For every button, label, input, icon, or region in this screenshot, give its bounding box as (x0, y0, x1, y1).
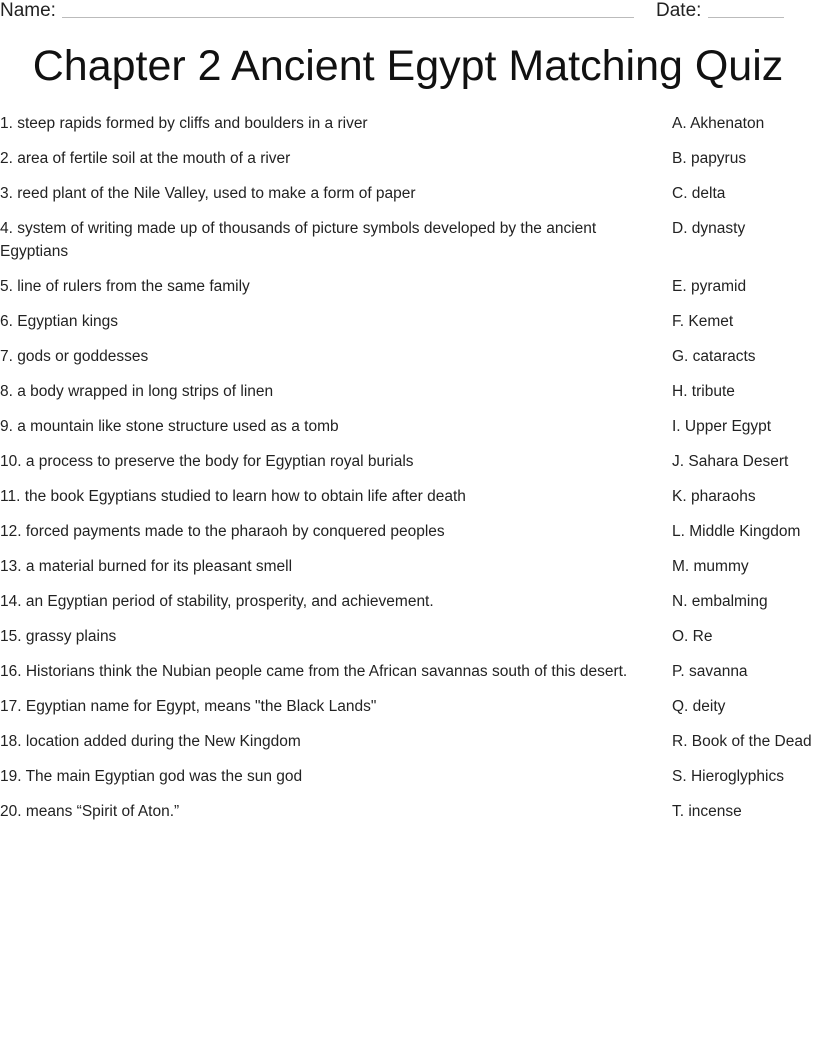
row-spacer (0, 788, 650, 800)
row-spacer (672, 788, 816, 800)
date-label: Date: (656, 0, 702, 21)
question-item: 17. Egyptian name for Egypt, means "the Black Lands" (0, 698, 377, 715)
row-spacer (0, 298, 650, 310)
question-list (0, 112, 650, 835)
row-spacer (0, 263, 650, 275)
row-spacer (0, 753, 650, 765)
row-spacer (0, 578, 650, 590)
question-item: 20. means “Spirit of Aton.” (0, 803, 180, 820)
answer-item: Q. deity (672, 698, 726, 715)
row-spacer (0, 613, 650, 625)
row-spacer (0, 543, 650, 555)
row-spacer (0, 718, 650, 730)
row-spacer (672, 170, 816, 182)
row-spacer (672, 823, 816, 835)
answer-item: O. Re (672, 628, 713, 645)
row-spacer (672, 613, 816, 625)
date-field[interactable] (708, 17, 784, 18)
row-spacer (0, 473, 650, 485)
row-spacer (0, 683, 650, 695)
answer-item: C. delta (672, 185, 726, 202)
question-item: 9. a mountain like stone structure used as a tomb (0, 418, 339, 435)
question-item: 11. the book Egyptians studied to learn how to obtain life after death (0, 488, 466, 505)
row-spacer (672, 298, 816, 310)
question-item: 10. a process to preserve the body for Egyptian royal burials (0, 453, 414, 470)
header (0, 0, 816, 22)
row-spacer (0, 403, 650, 415)
answer-item: G. cataracts (672, 348, 756, 365)
answer-list (672, 112, 816, 835)
row-spacer (672, 718, 816, 730)
page-title: Chapter 2 Ancient Egypt Matching Quiz (32, 42, 784, 90)
row-spacer (672, 403, 816, 415)
row-spacer (0, 333, 650, 345)
question-item: 3. reed plant of the Nile Valley, used to make a form of paper (0, 185, 416, 202)
row-spacer (672, 205, 816, 217)
question-item: 5. line of rulers from the same family (0, 278, 250, 295)
answer-item: T. incense (672, 803, 742, 820)
row-spacer (672, 648, 816, 660)
answer-item: S. Hieroglyphics (672, 768, 784, 785)
answer-item: F. Kemet (672, 313, 734, 330)
question-item: 4. system of writing made up of thousands of picture symbols developed by the ancient Egyptians (0, 220, 597, 260)
question-item: 14. an Egyptian period of stability, prosperity, and achievement. (0, 593, 434, 610)
row-spacer (0, 205, 650, 217)
answer-item: L. Middle Kingdom (672, 523, 801, 540)
answer-item: B. papyrus (672, 150, 747, 167)
row-spacer (672, 473, 816, 485)
row-spacer (672, 578, 816, 590)
question-item: 16. Historians think the Nubian people came from the African savannas south of this desert. (0, 663, 628, 680)
question-item: 1. steep rapids formed by cliffs and boulders in a river (0, 115, 368, 132)
row-spacer (672, 508, 816, 520)
question-item: 6. Egyptian kings (0, 313, 119, 330)
question-item: 19. The main Egyptian god was the sun god (0, 768, 303, 785)
name-label: Name: (0, 0, 56, 21)
answer-item: H. tribute (672, 383, 735, 400)
row-spacer (672, 753, 816, 765)
question-item: 13. a material burned for its pleasant smell (0, 558, 293, 575)
answer-item: M. mummy (672, 558, 749, 575)
question-item: 18. location added during the New Kingdom (0, 733, 301, 750)
answer-item: J. Sahara Desert (672, 453, 789, 470)
question-item: 12. forced payments made to the pharaoh by conquered peoples (0, 523, 445, 540)
row-spacer (0, 368, 650, 380)
answer-item: D. dynasty (672, 220, 746, 237)
answer-item: N. embalming (672, 593, 768, 610)
row-spacer (0, 135, 650, 147)
row-spacer (672, 263, 816, 275)
row-spacer (0, 823, 650, 835)
question-item: 2. area of fertile soil at the mouth of a river (0, 150, 291, 167)
answer-item: I. Upper Egypt (672, 418, 772, 435)
row-spacer (672, 333, 816, 345)
row-spacer (672, 438, 816, 450)
question-item: 7. gods or goddesses (0, 348, 149, 365)
answer-item: R. Book of the Dead (672, 733, 812, 750)
answer-item: E. pyramid (672, 278, 747, 295)
answer-item: A. Akhenaton (672, 115, 765, 132)
row-spacer (0, 508, 650, 520)
answer-item: P. savanna (672, 663, 748, 680)
question-item: 15. grassy plains (0, 628, 117, 645)
row-spacer (0, 170, 650, 182)
row-spacer (672, 683, 816, 695)
row-spacer (672, 543, 816, 555)
answer-item: K. pharaohs (672, 488, 756, 505)
row-spacer (0, 438, 650, 450)
row-spacer (672, 135, 816, 147)
name-field[interactable] (62, 17, 634, 18)
row-spacer (0, 648, 650, 660)
row-spacer (672, 368, 816, 380)
question-item: 8. a body wrapped in long strips of linen (0, 383, 274, 400)
